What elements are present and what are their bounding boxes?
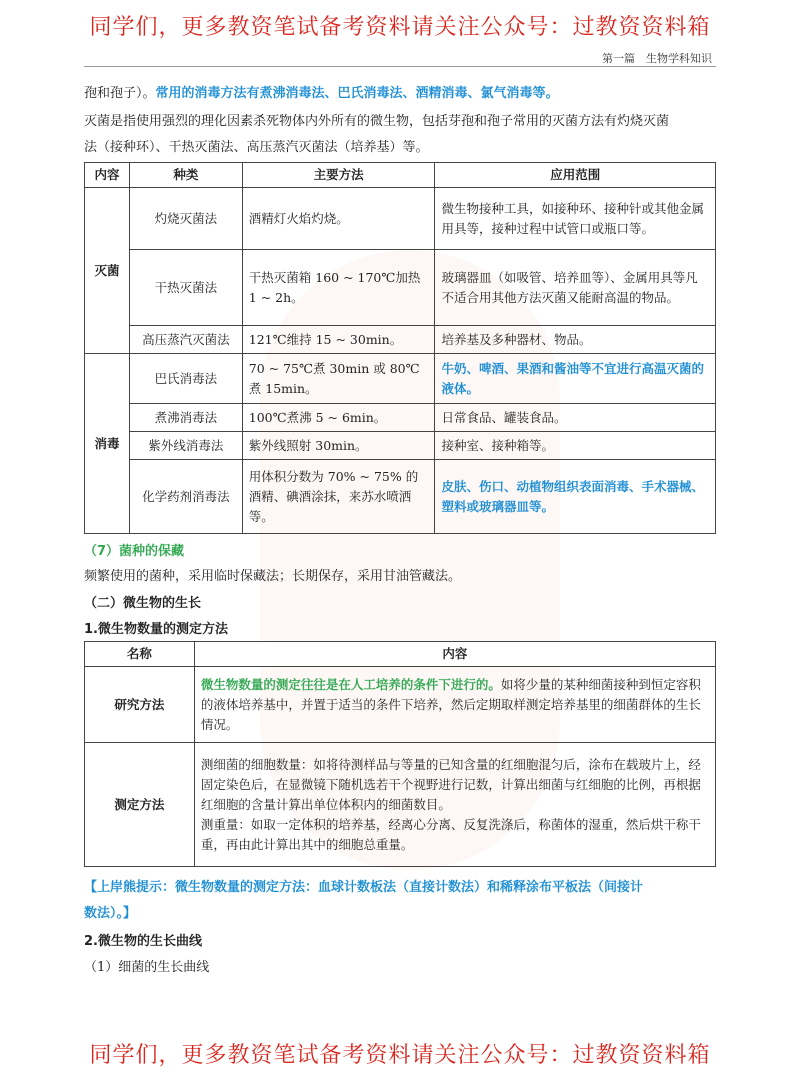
count-method-table [84, 641, 716, 867]
t1-scope: 日常食品、罐装食品。 [435, 404, 716, 432]
t2-research-highlight: 微生物数量的测定往往是在人工培养的条件下进行的。 [200, 676, 501, 692]
t1-scope: 玻璃器皿（如吸管、培养皿等）、金属用具等凡不适合用其他方法灭菌又能耐高温的物品。 [435, 250, 716, 326]
intro-line-2: 灭菌是指使用强烈的理化因素杀死物体内外所有的微生物，包括芽孢和孢子常用的灭菌方法有灼烧灭菌 [84, 114, 670, 129]
t1-type: 煮沸消毒法 [129, 404, 242, 432]
t1-scope: 牛奶、啤酒、果酒和酱油等不宜进行高温灭菌的液体。 [435, 354, 716, 404]
t1-method: 121℃维持 15 ~ 30min。 [242, 326, 435, 354]
t1-method: 酒精灯火焰灼烧。 [242, 188, 435, 250]
t1-header-method: 主要方法 [242, 163, 435, 188]
t2-row-content [194, 743, 715, 867]
t1-header-content: 内容 [85, 163, 130, 188]
section-heading-growth: （二）微生物的生长 [84, 596, 202, 611]
t1-method: 用体积分数为 70% ~ 75% 的酒精、碘酒涂抹，来苏水喷洒等。 [242, 460, 435, 534]
tip-line-2: 数法）。】 [84, 906, 137, 921]
sterilization-table [84, 162, 716, 534]
strain-storage-text: 频繁使用的菌种，采用临时保藏法；长期保存，采用甘油管藏法。 [84, 569, 462, 584]
t1-scope: 培养基及多种器材、物品。 [435, 326, 716, 354]
t1-type: 巴氏消毒法 [129, 354, 242, 404]
t1-header-type: 种类 [129, 163, 242, 188]
intro-line-1 [84, 82, 559, 101]
t1-category-sterilize: 灭菌 [85, 188, 130, 354]
t2-row-name: 研究方法 [85, 667, 195, 743]
t1-type: 干热灭菌法 [129, 250, 242, 326]
t2-weight-text: 测重量：如取一定体积的培养基，经离心分离、反复洗涤后，称菌体的湿重，然后烘干称干重，再由此计算出其中的细胞总重量。 [200, 816, 701, 852]
section-heading-growth-curve: 2.微生物的生长曲线 [84, 934, 202, 949]
header-rule [84, 66, 716, 67]
t1-type: 高压蒸汽灭菌法 [129, 326, 242, 354]
t2-row-content [194, 667, 715, 743]
top-banner: 同学们，更多教资笔试备考资料请关注公众号：过教资资料箱 [89, 15, 711, 40]
intro-line-1-plain: 孢和孢子）。 [84, 86, 156, 101]
intro-line-1-highlight: 常用的消毒方法有煮沸消毒法、巴氏消毒法、酒精消毒、氯气消毒等。 [155, 86, 559, 101]
t2-research-text: 如将少量的某种细菌接种到恒定容积的液体培养基中，并置于适当的条件下培养，然后定期取样测定培养基里的细菌群体的生长情况。 [200, 676, 701, 732]
t2-row-name: 测定方法 [85, 743, 195, 867]
t1-type: 化学药剂消毒法 [129, 460, 242, 534]
t1-type: 紫外线消毒法 [129, 432, 242, 460]
chapter-header: 第一篇 生物学科知识 [602, 52, 712, 65]
tip-line-1: 【上岸熊提示：微生物数量的测定方法：血球计数板法（直接计数法）和稀释涂布平板法（间接计 [84, 880, 644, 895]
t1-scope: 皮肤、伤口、动植物组织表面消毒、手术器械、塑料或玻璃器皿等。 [435, 460, 716, 534]
bacteria-growth-curve-text: （1）细菌的生长曲线 [84, 960, 210, 975]
t1-method: 紫外线照射 30min。 [242, 432, 435, 460]
section-heading-count-methods: 1.微生物数量的测定方法 [84, 622, 228, 637]
t1-scope: 接种室、接种箱等。 [435, 432, 716, 460]
intro-line-3: 法（接种环）、干热灭菌法、高压蒸汽灭菌法（培养基）等。 [84, 140, 429, 155]
t2-header-content: 内容 [194, 642, 715, 667]
bottom-banner: 同学们，更多教资笔试备考资料请关注公众号：过教资资料箱 [89, 1043, 711, 1068]
section-heading-strain-storage: （7）菌种的保藏 [84, 544, 185, 559]
t1-method: 100℃煮沸 5 ~ 6min。 [242, 404, 435, 432]
t2-header-name: 名称 [85, 642, 195, 667]
t2-cell-count-text: 测细菌的细胞数量：如将待测样品与等量的已知含量的红细胞混匀后，涂布在载玻片上，经固定染色后，在显微镜下随机选若干个视野进行记数，计算出细菌与红细胞的比例，再根据红细胞的含量计算出单位体积内的细菌数目。 [200, 756, 701, 812]
t1-method: 干热灭菌箱 160 ~ 170℃加热 1 ~ 2h。 [242, 250, 435, 326]
t1-type: 灼烧灭菌法 [129, 188, 242, 250]
t1-header-scope: 应用范围 [435, 163, 716, 188]
t1-method: 70 ~ 75℃煮 30min 或 80℃煮 15min。 [242, 354, 435, 404]
t1-category-disinfect: 消毒 [85, 354, 130, 534]
t1-scope: 微生物接种工具，如接种环、接种针或其他金属用具等，接种过程中试管口或瓶口等。 [435, 188, 716, 250]
